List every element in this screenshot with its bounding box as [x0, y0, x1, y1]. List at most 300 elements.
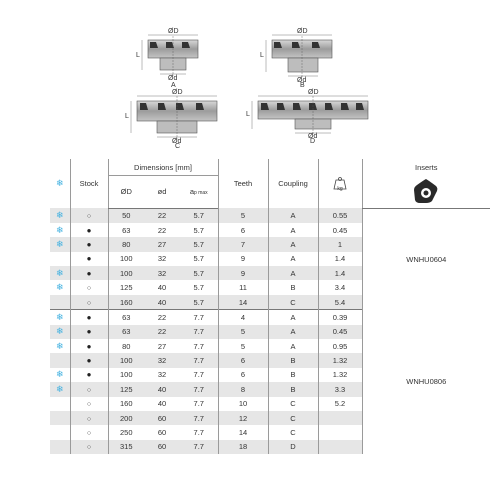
- od-cell-value: 250: [119, 428, 133, 438]
- od-cell-value: 200: [119, 413, 133, 423]
- ap-header: [180, 176, 218, 209]
- diagram-d-od: ØD: [308, 89, 319, 96]
- weight-cell-value: 0.45: [332, 327, 348, 337]
- cutter-diagrams: [0, 0, 490, 150]
- weight-header: [318, 159, 362, 208]
- small-d-cell: [144, 237, 180, 251]
- stock-cell-value: ●: [86, 356, 92, 366]
- teeth-cell-value: 6: [240, 356, 246, 366]
- stock-cell-value: ●: [86, 312, 92, 322]
- od-cell-value: 100: [119, 356, 133, 366]
- coupling-cell: [268, 295, 318, 310]
- od-cell: [108, 353, 144, 367]
- cold-cell: [50, 223, 70, 237]
- coupling-cell-value: A: [290, 254, 296, 264]
- small-d-cell: [144, 440, 180, 454]
- weight-cell: [318, 353, 362, 367]
- coupling-cell-value: A: [290, 239, 296, 249]
- od-cell-value: 100: [119, 254, 133, 264]
- od-cell: [108, 223, 144, 237]
- stock-cell-value: ○: [86, 386, 92, 394]
- diagram-a-letter: A: [171, 82, 176, 89]
- od-cell-value: 63: [122, 225, 131, 235]
- stock-cell: [70, 411, 108, 425]
- ap-cell: [180, 397, 218, 411]
- small-d-cell-value: 27: [157, 239, 167, 249]
- coupling-cell-value: A: [290, 210, 296, 220]
- od-cell: [108, 208, 144, 223]
- cold-cell: [50, 368, 70, 382]
- teeth-cell-value: 14: [238, 428, 248, 438]
- teeth-cell: [218, 411, 268, 425]
- small-d-cell: [144, 339, 180, 353]
- ap-cell: [180, 411, 218, 425]
- cold-cell: [50, 310, 70, 325]
- stock-cell-value: ●: [86, 370, 92, 380]
- stock-cell-value: ○: [86, 285, 92, 293]
- teeth-cell: [218, 440, 268, 454]
- stock-cell-value: ●: [86, 239, 92, 249]
- ap-cell: [180, 208, 218, 223]
- teeth-cell: [218, 208, 268, 223]
- cold-cell: [50, 425, 70, 439]
- weight-cell-value: 5.4: [334, 297, 346, 307]
- weight-cell-value: 5.2: [334, 399, 346, 409]
- weight-cell: [318, 382, 362, 396]
- diagram-d-small-d: Ød: [308, 133, 318, 140]
- ap-cell-value: 5.7: [193, 239, 204, 249]
- stock-cell: [70, 295, 108, 310]
- stock-header: Stock: [70, 159, 108, 208]
- weight-cell: [318, 266, 362, 280]
- cold-cell: [50, 237, 70, 251]
- cutter-diagram-c: [131, 96, 217, 140]
- coupling-cell: [268, 310, 318, 325]
- diagram-a-l: L: [136, 52, 140, 59]
- small-d-cell: [144, 252, 180, 266]
- cutter-drawings-svg: [0, 0, 490, 150]
- ap-cell: [180, 223, 218, 237]
- cold-cell: [50, 295, 70, 310]
- stock-cell-value: ○: [86, 430, 92, 438]
- stock-cell-value: ○: [86, 212, 92, 220]
- stock-cell-value: ○: [86, 401, 92, 409]
- cutter-diagram-b: [266, 35, 332, 78]
- od-cell: [108, 339, 144, 353]
- coupling-header: Coupling: [268, 159, 318, 208]
- weight-cell: [318, 397, 362, 411]
- small-d-cell: [144, 310, 180, 325]
- stock-cell: [70, 339, 108, 353]
- small-d-cell-value: 60: [157, 413, 167, 423]
- teeth-cell: [218, 280, 268, 294]
- od-cell: [108, 368, 144, 382]
- teeth-cell: [218, 425, 268, 439]
- small-d-cell: [144, 266, 180, 280]
- coupling-cell: [268, 440, 318, 454]
- teeth-cell: [218, 325, 268, 339]
- od-cell-value: 100: [119, 268, 133, 278]
- small-d-cell-value: 32: [157, 254, 167, 264]
- snowflake-icon: ❄: [55, 369, 64, 380]
- teeth-cell-value: 6: [240, 225, 246, 235]
- dimensions-header: Dimensions [mm]: [108, 159, 218, 176]
- snowflake-icon: ❄: [55, 282, 64, 293]
- teeth-cell: [218, 382, 268, 396]
- teeth-cell-value: 14: [238, 297, 248, 307]
- small-d-cell-value: 40: [157, 283, 167, 293]
- teeth-cell-value: 5: [240, 327, 246, 337]
- cold-cell: [50, 411, 70, 425]
- teeth-cell-value: 5: [240, 341, 246, 351]
- stock-cell-value: ●: [86, 268, 92, 278]
- insert-image-cell: [362, 176, 490, 209]
- od-cell-value: 80: [122, 341, 131, 351]
- small-d-cell: [144, 353, 180, 367]
- stock-cell: [70, 280, 108, 294]
- table-row: [50, 208, 490, 223]
- ap-cell-value: 5.7: [193, 254, 204, 264]
- stock-cell-value: ●: [86, 225, 92, 235]
- snowflake-icon: ❄: [55, 326, 64, 337]
- teeth-cell: [218, 368, 268, 382]
- teeth-cell-value: 12: [238, 413, 248, 423]
- diagram-b-letter: B: [300, 82, 305, 89]
- small-d-cell: [144, 280, 180, 294]
- small-d-cell-value: 22: [157, 312, 167, 322]
- weight-cell: [318, 368, 362, 382]
- coupling-cell: [268, 339, 318, 353]
- weight-cell-value: 0.55: [332, 210, 348, 220]
- weight-cell: [318, 310, 362, 325]
- ap-main: a: [189, 187, 195, 197]
- snowflake-icon: ❄: [55, 224, 64, 235]
- od-cell: [108, 295, 144, 310]
- snowflake-icon: ❄: [55, 311, 64, 322]
- small-d-cell-value: 40: [157, 399, 167, 409]
- spec-table: [50, 159, 490, 454]
- small-d-cell: [144, 295, 180, 310]
- od-cell: [108, 237, 144, 251]
- coupling-cell-value: A: [290, 312, 296, 322]
- stock-cell-value: ●: [86, 254, 92, 264]
- diagram-d-letter: D: [310, 138, 316, 145]
- coupling-cell: [268, 368, 318, 382]
- small-d-header: ød: [144, 176, 180, 209]
- teeth-cell: [218, 223, 268, 237]
- weight-cell: [318, 237, 362, 251]
- weight-unit: kg: [337, 185, 343, 192]
- od-cell: [108, 325, 144, 339]
- teeth-cell-value: 4: [240, 312, 246, 322]
- diagram-a-small-d: Ød: [168, 75, 178, 82]
- ap-cell: [180, 237, 218, 251]
- teeth-cell: [218, 353, 268, 367]
- od-cell: [108, 382, 144, 396]
- od-cell: [108, 266, 144, 280]
- inserts-header: Inserts: [362, 159, 490, 176]
- teeth-cell-value: 7: [240, 239, 246, 249]
- coupling-cell: [268, 382, 318, 396]
- small-d-cell-value: 60: [157, 428, 167, 438]
- cold-cell: [50, 208, 70, 223]
- stock-cell: [70, 368, 108, 382]
- snowflake-icon: ❄: [55, 267, 64, 278]
- small-d-cell-value: 32: [157, 370, 167, 380]
- ap-cell-value: 5.7: [193, 297, 204, 307]
- small-d-cell-value: 22: [157, 211, 167, 221]
- table-row: [50, 310, 490, 325]
- od-cell: [108, 310, 144, 325]
- weight-cell-value: 1.4: [334, 254, 346, 264]
- stock-cell-value: ●: [86, 327, 92, 337]
- od-cell-value: 125: [119, 283, 133, 293]
- coupling-cell-value: B: [290, 356, 296, 366]
- coupling-cell-value: D: [290, 442, 296, 452]
- cold-cell: [50, 397, 70, 411]
- ap-cell: [180, 368, 218, 382]
- ap-cell-value: 7.7: [193, 341, 204, 351]
- small-d-cell: [144, 325, 180, 339]
- weight-cell: [318, 325, 362, 339]
- coupling-cell-value: C: [290, 297, 296, 307]
- small-d-cell: [144, 382, 180, 396]
- cold-cell: [50, 266, 70, 280]
- teeth-cell-value: 10: [238, 399, 248, 409]
- ap-cell-value: 7.7: [193, 327, 204, 337]
- od-cell-value: 100: [119, 370, 133, 380]
- teeth-cell: [218, 237, 268, 251]
- coupling-cell: [268, 425, 318, 439]
- diagram-c-l: L: [125, 113, 129, 120]
- od-header: ØD: [108, 176, 144, 209]
- stock-cell-value: ●: [86, 341, 92, 351]
- ap-cell: [180, 425, 218, 439]
- coupling-cell-value: C: [290, 413, 296, 423]
- ap-cell: [180, 339, 218, 353]
- cold-cell: [50, 280, 70, 294]
- weight-cell-value: 3.3: [334, 384, 346, 394]
- weight-cell-value: 0.95: [332, 341, 348, 351]
- stock-cell-value: ○: [86, 444, 92, 452]
- od-cell-value: 160: [119, 297, 133, 307]
- teeth-cell-value: 9: [240, 254, 246, 264]
- coupling-cell: [268, 397, 318, 411]
- teeth-cell-value: 11: [239, 283, 247, 293]
- snowflake-icon: ❄: [55, 238, 64, 249]
- teeth-cell: [218, 266, 268, 280]
- cold-cell: [50, 252, 70, 266]
- small-d-cell-value: 27: [157, 341, 167, 351]
- stock-cell: [70, 440, 108, 454]
- weight-cell-value: 1: [337, 239, 343, 249]
- small-d-cell-value: 40: [157, 297, 167, 307]
- od-cell-value: 63: [122, 312, 131, 322]
- diagram-b-od: ØD: [297, 28, 308, 35]
- coupling-cell-value: A: [290, 327, 296, 337]
- weight-cell: [318, 411, 362, 425]
- stock-cell: [70, 266, 108, 280]
- ap-cell-value: 5.7: [193, 211, 204, 221]
- cold-cell: [50, 382, 70, 396]
- coupling-cell-value: B: [290, 384, 296, 394]
- od-cell-value: 125: [119, 384, 133, 394]
- stock-cell: [70, 310, 108, 325]
- ap-sub: p max: [194, 190, 208, 197]
- small-d-cell-value: 22: [157, 327, 167, 337]
- od-cell: [108, 252, 144, 266]
- insert-code: WNHU0604: [406, 254, 447, 264]
- ap-cell: [180, 310, 218, 325]
- weight-cell: [318, 280, 362, 294]
- coupling-cell-value: A: [290, 341, 296, 351]
- small-d-cell: [144, 368, 180, 382]
- snowflake-icon: ❄: [55, 178, 64, 188]
- small-d-cell-value: 22: [157, 225, 167, 235]
- coupling-cell-value: A: [290, 225, 296, 235]
- ap-cell-value: 7.7: [193, 356, 204, 366]
- stock-cell: [70, 425, 108, 439]
- coupling-cell-value: C: [290, 428, 296, 438]
- stock-cell: [70, 237, 108, 251]
- cutter-diagram-a: [142, 35, 198, 76]
- diagram-c-od: ØD: [172, 89, 183, 96]
- diagram-b-small-d: Ød: [297, 77, 307, 84]
- ap-cell: [180, 266, 218, 280]
- ap-cell: [180, 325, 218, 339]
- insert-code: WNHU0806: [406, 377, 447, 387]
- small-d-cell-value: 32: [157, 268, 167, 278]
- diagram-b-l: L: [260, 52, 264, 59]
- snowflake-icon: ❄: [55, 209, 64, 220]
- teeth-cell: [218, 310, 268, 325]
- cold-cell: [50, 325, 70, 339]
- diagram-c-small-d: Ød: [172, 138, 182, 145]
- stock-cell-value: ○: [86, 415, 92, 423]
- weight-cell-value: 1.4: [334, 268, 346, 278]
- insert-group-cell: [362, 208, 490, 310]
- ap-cell-value: 7.7: [193, 413, 204, 423]
- snowflake-icon: ❄: [55, 383, 64, 394]
- weight-cell-value: 1.32: [332, 356, 348, 366]
- ap-cell-value: 7.7: [193, 399, 204, 409]
- small-d-cell: [144, 223, 180, 237]
- small-d-cell-value: 60: [157, 442, 167, 452]
- ap-cell-value: 7.7: [193, 384, 204, 394]
- small-d-cell: [144, 411, 180, 425]
- coupling-cell: [268, 237, 318, 251]
- coupling-cell: [268, 223, 318, 237]
- weight-cell-value: 3.4: [334, 283, 346, 293]
- diagram-d-l: L: [246, 111, 250, 118]
- teeth-cell: [218, 295, 268, 310]
- small-d-cell: [144, 397, 180, 411]
- weight-cell-value: 0.39: [332, 312, 348, 322]
- coupling-cell: [268, 266, 318, 280]
- coupling-cell: [268, 353, 318, 367]
- teeth-cell-value: 8: [240, 384, 246, 394]
- coupling-cell-value: B: [290, 283, 296, 293]
- od-cell: [108, 411, 144, 425]
- od-cell-value: 160: [119, 399, 133, 409]
- insert-icon: [411, 176, 441, 208]
- cold-cell: [50, 339, 70, 353]
- od-cell: [108, 280, 144, 294]
- teeth-cell-value: 6: [240, 370, 246, 380]
- ap-cell-value: 7.7: [193, 442, 204, 452]
- ap-cell: [180, 252, 218, 266]
- diagram-a-od: ØD: [168, 28, 179, 35]
- weight-cell: [318, 252, 362, 266]
- ap-cell: [180, 353, 218, 367]
- cold-cell: [50, 440, 70, 454]
- cutter-diagram-d: [252, 96, 368, 136]
- cold-cell: [50, 353, 70, 367]
- weight-cell: [318, 339, 362, 353]
- coupling-cell-value: B: [290, 370, 296, 380]
- coupling-cell: [268, 411, 318, 425]
- coupling-cell: [268, 280, 318, 294]
- coupling-cell: [268, 325, 318, 339]
- ap-cell-value: 5.7: [193, 283, 204, 293]
- cold-header-cell: [50, 159, 70, 208]
- ap-cell: [180, 440, 218, 454]
- small-d-cell: [144, 208, 180, 223]
- small-d-cell: [144, 425, 180, 439]
- stock-cell: [70, 208, 108, 223]
- teeth-header: Teeth: [218, 159, 268, 208]
- insert-group-cell: [362, 310, 490, 454]
- diagram-c-letter: C: [175, 143, 181, 150]
- small-d-cell-value: 32: [157, 356, 167, 366]
- teeth-cell-value: 9: [240, 268, 246, 278]
- od-cell-value: 50: [122, 211, 131, 221]
- teeth-cell: [218, 397, 268, 411]
- weight-cell: [318, 425, 362, 439]
- ap-cell-value: 7.7: [193, 428, 204, 438]
- teeth-cell-value: 5: [240, 210, 246, 220]
- od-cell: [108, 440, 144, 454]
- coupling-cell: [268, 208, 318, 223]
- stock-cell: [70, 382, 108, 396]
- od-cell-value: 315: [119, 442, 133, 452]
- teeth-cell: [218, 339, 268, 353]
- snowflake-icon: ❄: [55, 340, 64, 351]
- ap-cell-value: 7.7: [193, 370, 204, 380]
- teeth-cell: [218, 252, 268, 266]
- small-d-cell-value: 40: [157, 384, 167, 394]
- ap-cell-value: 7.7: [193, 312, 204, 322]
- stock-cell-value: ○: [86, 299, 92, 307]
- weight-cell: [318, 208, 362, 223]
- coupling-cell: [268, 252, 318, 266]
- ap-cell-value: 5.7: [193, 225, 204, 235]
- od-cell: [108, 425, 144, 439]
- od-cell-value: 63: [122, 327, 131, 337]
- weight-cell-value: 1.32: [332, 370, 348, 380]
- weight-cell: [318, 223, 362, 237]
- stock-cell: [70, 252, 108, 266]
- ap-cell-value: 5.7: [193, 268, 204, 278]
- coupling-cell-value: A: [290, 268, 296, 278]
- ap-cell: [180, 295, 218, 310]
- ap-cell: [180, 382, 218, 396]
- stock-cell: [70, 223, 108, 237]
- coupling-cell-value: C: [290, 399, 296, 409]
- od-cell-value: 80: [122, 239, 131, 249]
- weight-cell: [318, 295, 362, 310]
- weight-cell-value: 0.45: [332, 225, 348, 235]
